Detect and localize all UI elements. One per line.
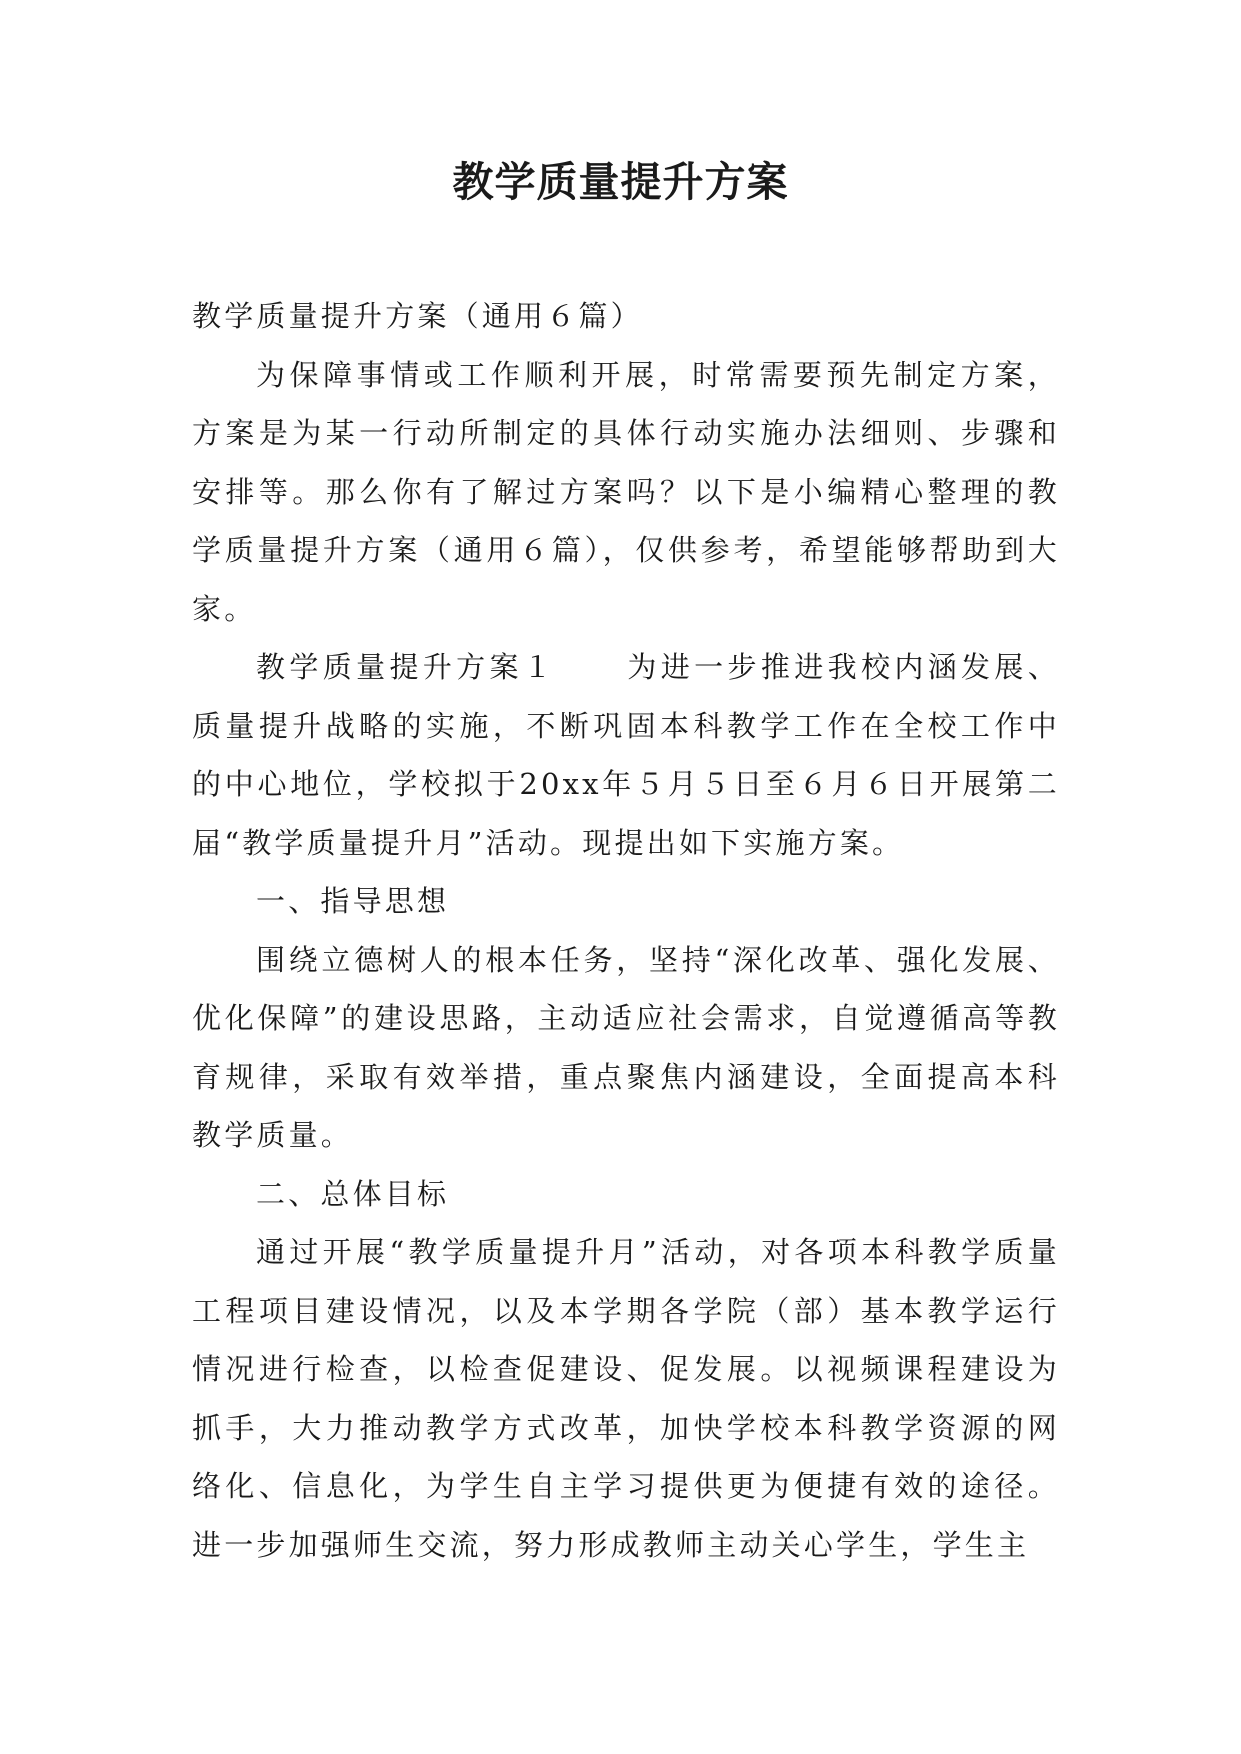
document-body xyxy=(192,287,1060,1574)
section1-text: 为进一步推进我校内涵发展、质量提升战略的实施，不断巩固本科教学工作在全校工作中的中心地位，学校拟于20xx年５月５日至６月６日开展第二届“教学质量提升月”活动。现提出如下实施方案。 xyxy=(192,650,1060,860)
guiding-thought-paragraph: 围绕立德树人的根本任务，坚持“深化改革、强化发展、优化保障”的建设思路，主动适应社会需求，自觉遵循高等教育规律，采取有效举措，重点聚焦内涵建设，全面提高本科教学质量。 xyxy=(192,942,1060,1152)
intro-paragraph: 为保障事情或工作顺利开展，时常需要预先制定方案，方案是为某一行动所制定的具体行动实施办法细则、步骤和安排等。那么你有了解过方案吗？以下是小编精心整理的教学质量提升方案（通用６篇），仅供参考，希望能够帮助到大家。 xyxy=(192,357,1060,626)
section1-heading: 教学质量提升方案１ xyxy=(256,650,557,684)
document-title: 教学质量提升方案 xyxy=(452,158,789,206)
document-subtitle: 教学质量提升方案（通用６篇） xyxy=(192,299,643,333)
heading-overall-goal: 二、总体目标 xyxy=(256,1176,450,1211)
heading-guiding-thought: 一、指导思想 xyxy=(256,884,450,918)
overall-goal-paragraph: 通过开展“教学质量提升月”活动，对各项本科教学质量工程项目建设情况，以及本学期各学院（部）基本教学运行情况进行检查，以检查促建设、促发展。以视频课程建设为抓手，大力推动教学方式改革，加快学校本科教学资源的网络化、信息化，为学生自主学习提供更为便捷有效的途径。进一步加强师生交流，努力形成教师主动关心学生，学生主 xyxy=(192,1235,1060,1562)
section1-paragraph xyxy=(192,638,1060,872)
